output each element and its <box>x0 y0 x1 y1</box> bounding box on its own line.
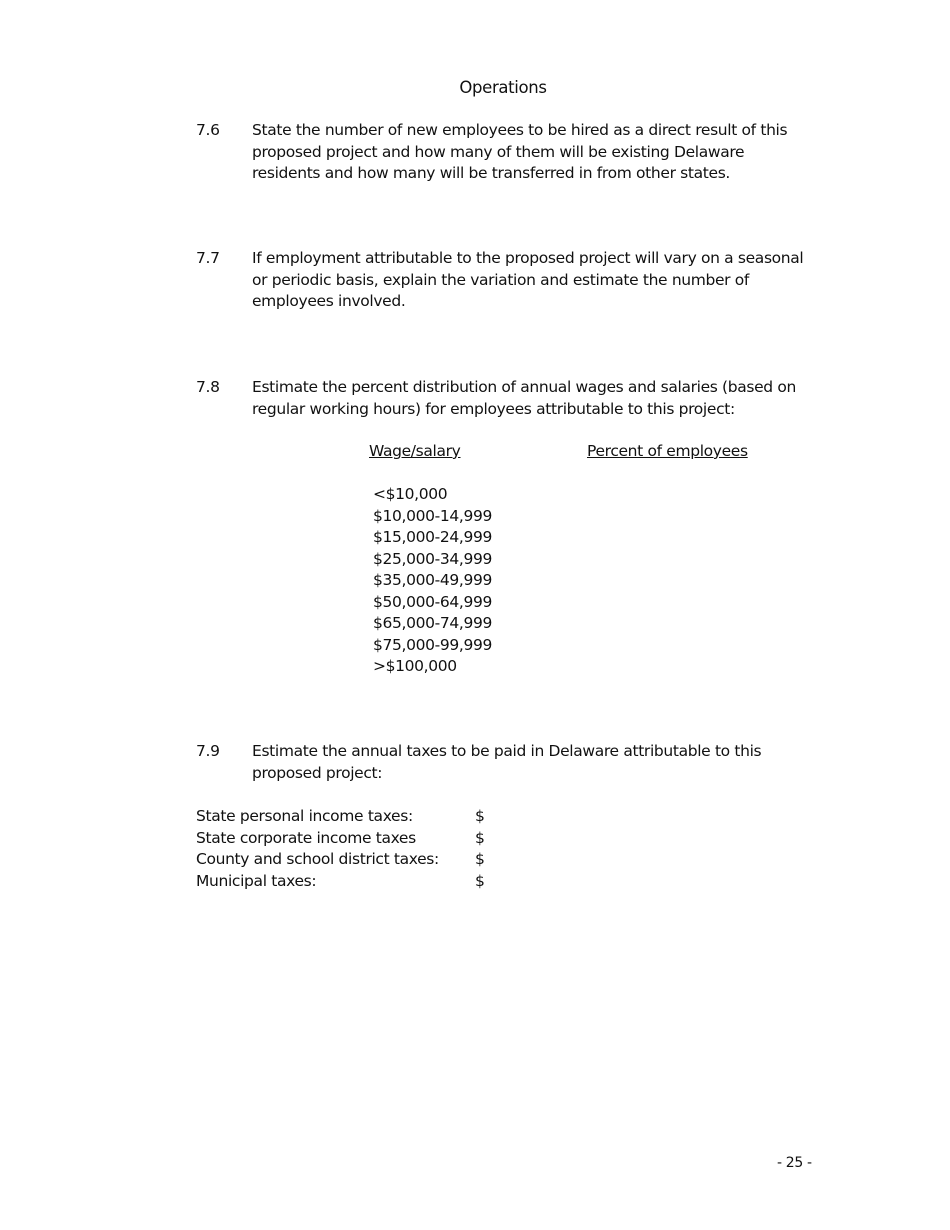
question-line: Estimate the percent distribution of annual wages and salaries (based on <box>252 378 796 396</box>
wage-range-row: <$10,000 <box>373 485 448 503</box>
question-number-7-7: 7.7 <box>196 249 220 267</box>
question-line: or periodic basis, explain the variation and estimate the number of <box>252 270 750 289</box>
page-number: - 25 - <box>777 1155 812 1171</box>
question-line: regular working hours) for employees attributable to this project: <box>252 399 735 418</box>
question-7-7-text <box>252 248 812 313</box>
tax-label-state-corporate: State corporate income taxes <box>196 828 416 847</box>
question-7-6-text <box>252 120 812 185</box>
question-number-7-6: 7.6 <box>196 121 220 139</box>
wage-range-row: $15,000-24,999 <box>373 528 493 546</box>
percent-employees-column-header: Percent of employees <box>587 442 748 460</box>
wage-range-row: $65,000-74,999 <box>373 614 493 632</box>
tax-dollar-field: $ <box>475 828 485 847</box>
question-line: residents and how many will be transferred in from other states. <box>252 164 730 182</box>
question-line: If employment attributable to the proposed project will vary on a seasonal <box>252 249 804 267</box>
question-line: State the number of new employees to be hired as a direct result of this <box>252 121 788 139</box>
tax-label-municipal: Municipal taxes: <box>196 871 317 890</box>
question-line: proposed project and how many of them will be existing Delaware <box>252 142 745 161</box>
wage-range-row: $50,000-64,999 <box>373 592 493 611</box>
tax-label-state-personal: State personal income taxes: <box>196 807 413 825</box>
wage-range-row: $25,000-34,999 <box>373 549 493 568</box>
wage-range-row: >$100,000 <box>373 657 457 675</box>
question-line: employees involved. <box>252 292 406 310</box>
tax-dollar-field: $ <box>475 850 485 868</box>
wage-range-row: $10,000-14,999 <box>373 506 493 525</box>
question-line: proposed project: <box>252 763 383 782</box>
wage-salary-column-header: Wage/salary <box>369 442 461 460</box>
tax-dollar-field: $ <box>475 807 485 825</box>
question-number-7-9: 7.9 <box>196 742 220 760</box>
wage-range-row: $35,000-49,999 <box>373 571 493 589</box>
wage-range-list <box>373 484 492 678</box>
question-line: Estimate the annual taxes to be paid in Delaware attributable to this <box>252 742 762 760</box>
question-number-7-8: 7.8 <box>196 378 220 396</box>
wage-range-row: $75,000-99,999 <box>373 635 493 654</box>
tax-dollar-field: $ <box>475 871 485 890</box>
question-7-8-text <box>252 377 812 420</box>
section-heading: Operations <box>459 78 547 97</box>
question-7-9-text <box>252 741 812 784</box>
tax-label-county-school: County and school district taxes: <box>196 850 439 868</box>
